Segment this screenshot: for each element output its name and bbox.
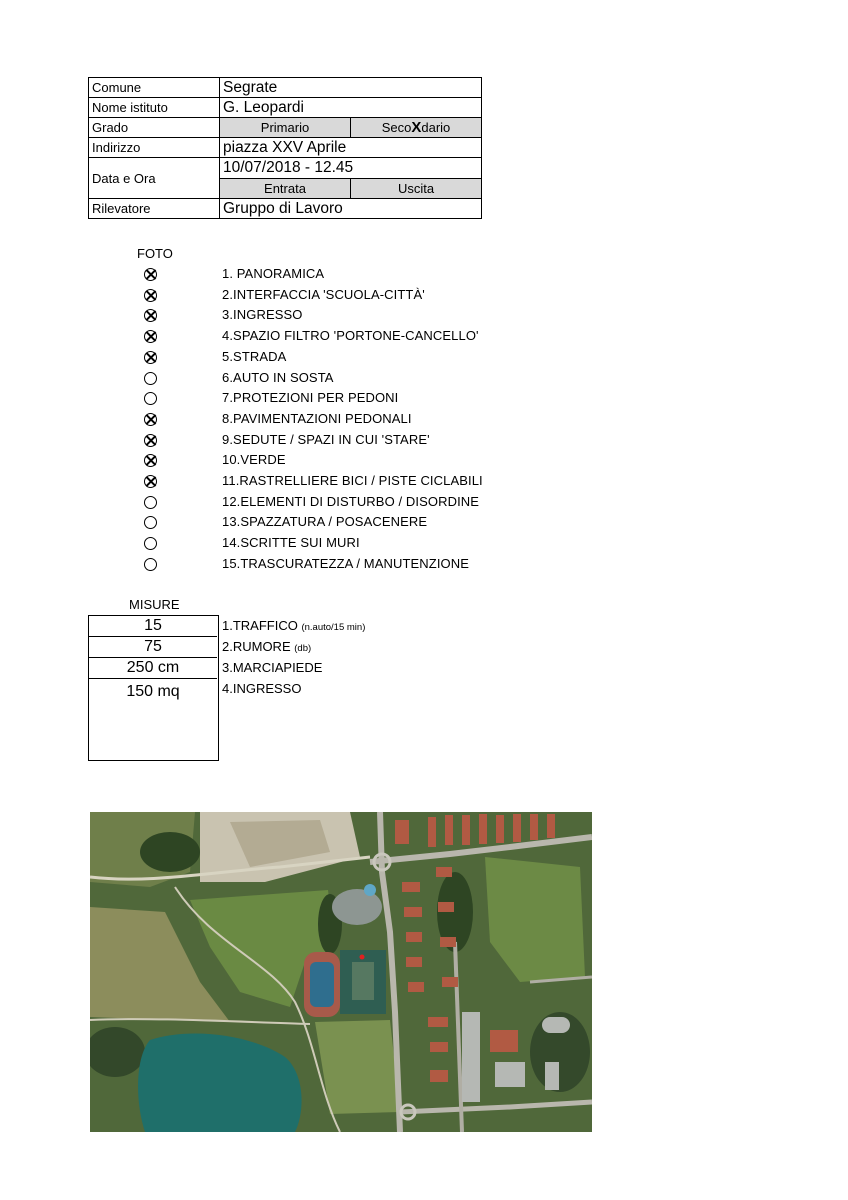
photo-item-label: 9.SEDUTE / SPAZI IN CUI 'STARE' — [222, 431, 430, 447]
empty-circle-icon[interactable] — [144, 537, 157, 550]
photo-item[interactable] — [144, 514, 544, 534]
misure-title: MISURE — [129, 597, 180, 612]
comune-value: Segrate — [220, 78, 482, 98]
traffico-unit: (n.auto/15 min) — [301, 622, 366, 633]
grado-secondario-text-start: Seco — [381, 120, 412, 135]
uscita-option[interactable]: Uscita — [351, 179, 482, 199]
grado-primario-option[interactable]: Primario — [220, 118, 351, 138]
checked-circle-icon[interactable] — [144, 309, 157, 322]
photo-item[interactable] — [144, 307, 544, 327]
rilevatore-value: Gruppo di Lavoro — [220, 199, 482, 219]
rumore-value[interactable]: 75 — [89, 637, 217, 658]
photo-item-label: 2.INTERFACCIA 'SCUOLA-CITTÀ' — [222, 286, 425, 302]
checked-circle-icon[interactable] — [144, 330, 157, 343]
indirizzo-value: piazza XXV Aprile — [220, 138, 482, 158]
photo-item[interactable] — [144, 411, 544, 431]
photo-item-label: 14.SCRITTE SUI MURI — [222, 535, 360, 551]
photo-item-label: 15.TRASCURATEZZA / MANUTENZIONE — [222, 555, 469, 571]
school-info-table — [88, 77, 482, 219]
photo-item-label: 1. PANORAMICA — [222, 266, 325, 281]
photo-item-label: 11.RASTRELLIERE BICI / PISTE CICLABILI — [222, 473, 483, 488]
checked-circle-icon[interactable] — [144, 475, 157, 488]
photo-item-label: 7.PROTEZIONI PER PEDONI — [222, 390, 399, 406]
photo-item-label: 13.SPAZZATURA / POSACENERE — [222, 514, 428, 530]
checked-circle-icon[interactable] — [144, 454, 157, 467]
selected-mark: X — [411, 119, 422, 136]
empty-circle-icon[interactable] — [144, 372, 157, 385]
grado-label: Grado — [89, 118, 220, 138]
checked-circle-icon[interactable] — [144, 413, 157, 426]
comune-label: Comune — [89, 78, 220, 98]
ingresso-value[interactable]: 150 mq — [126, 683, 180, 700]
rumore-label — [222, 639, 311, 654]
istituto-label: Nome istituto — [89, 98, 220, 118]
photo-item[interactable] — [144, 370, 544, 390]
rumore-unit: (db) — [294, 643, 312, 654]
photo-item[interactable] — [144, 287, 544, 307]
aerial-map-image — [90, 812, 592, 1132]
grado-secondario-option[interactable] — [351, 118, 482, 138]
photo-item-label: 5.STRADA — [222, 348, 287, 364]
photo-item[interactable] — [144, 494, 544, 514]
checked-circle-icon[interactable] — [144, 289, 157, 302]
marciapiede-label: 3.MARCIAPIEDE — [222, 660, 323, 675]
checked-circle-icon[interactable] — [144, 434, 157, 447]
entrata-option[interactable]: Entrata — [220, 179, 351, 199]
photo-item[interactable] — [144, 556, 544, 576]
rilevatore-label: Rilevatore — [89, 199, 220, 219]
marciapiede-value[interactable]: 250 cm — [89, 658, 217, 679]
photo-item-label: 3.INGRESSO — [222, 307, 303, 323]
photo-item[interactable] — [144, 266, 544, 286]
photo-item-label: 6.AUTO IN SOSTA — [222, 369, 334, 385]
data-ora-label: Data e Ora — [89, 158, 220, 199]
photo-item[interactable] — [144, 349, 544, 369]
photo-item[interactable] — [144, 535, 544, 555]
foto-title: FOTO — [137, 246, 173, 261]
indirizzo-label: Indirizzo — [89, 138, 220, 158]
empty-circle-icon[interactable] — [144, 392, 157, 405]
photo-item[interactable] — [144, 432, 544, 452]
photo-item[interactable] — [144, 328, 544, 348]
empty-circle-icon[interactable] — [144, 558, 157, 571]
measures-box — [88, 615, 219, 761]
grado-secondario-text-end: dario — [421, 120, 451, 135]
data-ora-value: 10/07/2018 - 12.45 — [220, 158, 482, 179]
photo-item-label: 8.PAVIMENTAZIONI PEDONALI — [222, 410, 412, 426]
photo-item[interactable] — [144, 390, 544, 410]
rumore-label-text: 2.RUMORE — [222, 639, 291, 654]
photo-item[interactable] — [144, 473, 544, 493]
istituto-value: G. Leopardi — [220, 98, 482, 118]
photo-item-label: 12.ELEMENTI DI DISTURBO / DISORDINE — [222, 493, 480, 509]
photo-item[interactable] — [144, 452, 544, 472]
traffico-label-text: 1.TRAFFICO — [222, 618, 298, 633]
traffico-label — [222, 618, 365, 633]
ingresso-label: 4.INGRESSO — [222, 681, 302, 696]
checked-circle-icon[interactable] — [144, 268, 157, 281]
photo-item-label: 10.VERDE — [222, 452, 286, 468]
checked-circle-icon[interactable] — [144, 351, 157, 364]
photo-item-label: 4.SPAZIO FILTRO 'PORTONE-CANCELLO' — [222, 328, 479, 344]
traffico-value[interactable]: 15 — [89, 616, 217, 637]
empty-circle-icon[interactable] — [144, 516, 157, 529]
empty-circle-icon[interactable] — [144, 496, 157, 509]
